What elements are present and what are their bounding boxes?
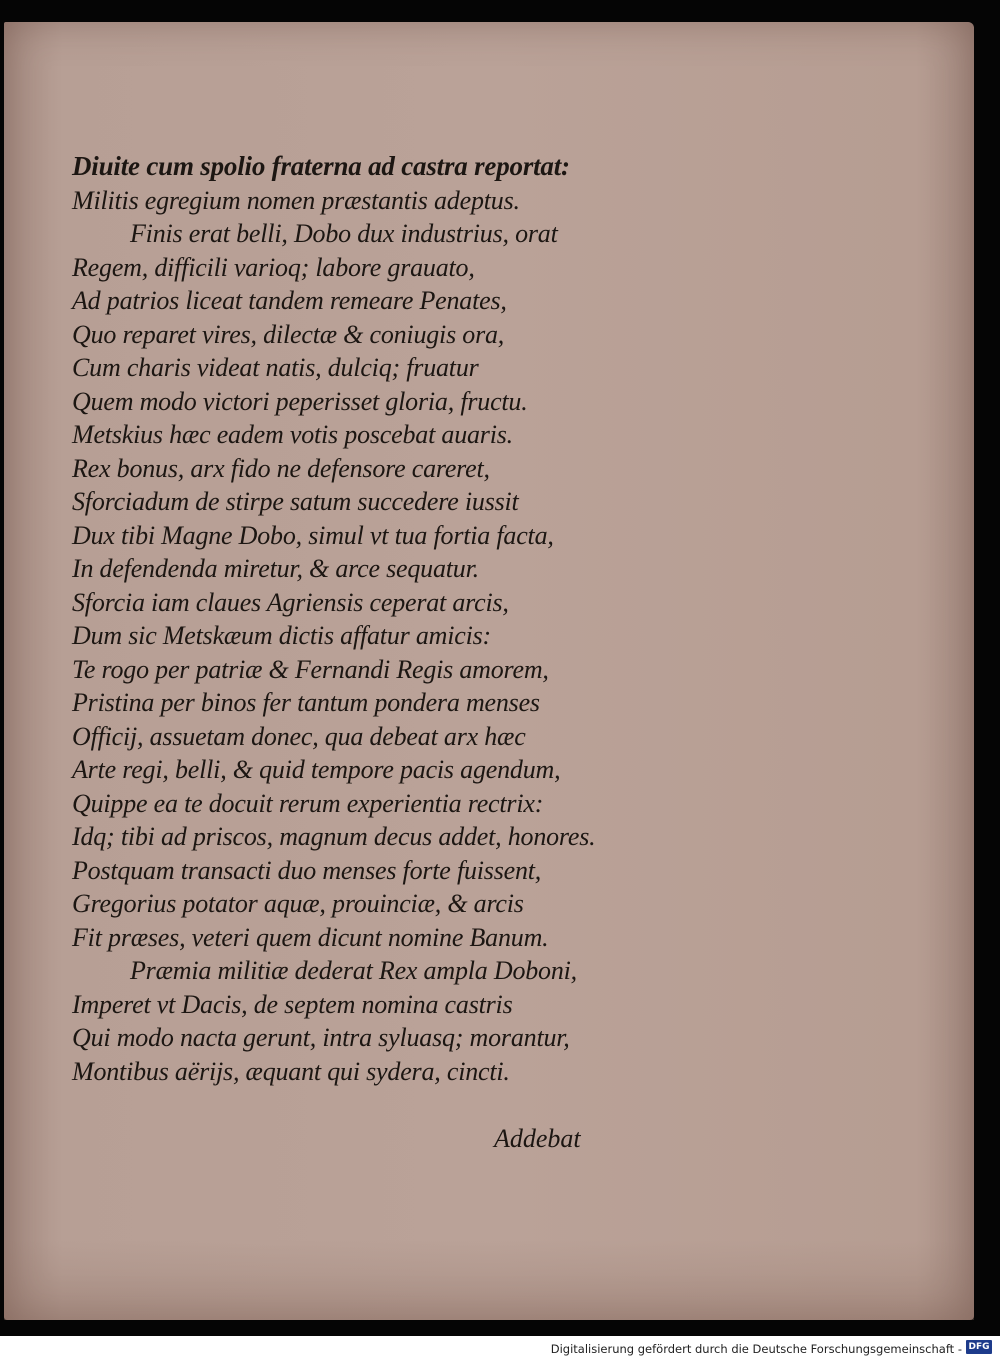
catchword: Addebat: [494, 1124, 581, 1153]
dfg-logo-icon[interactable]: DFG: [966, 1340, 992, 1354]
verse-line: Gregorius potator aquæ, prouinciæ, & arcis: [72, 889, 524, 918]
verse-line: Idq; tibi ad priscos, magnum decus addet, honores.: [72, 822, 596, 851]
verse-line: Diuite cum spolio fraterna ad castra reportat:: [72, 151, 570, 181]
verse-line: Rex bonus, arx fido ne defensore careret,: [72, 453, 490, 483]
verse-line: Postquam transacti duo menses forte fuissent,: [72, 855, 542, 885]
verse-line: Montibus aërijs, æquant qui sydera, cincti.: [72, 1056, 510, 1086]
verse-block: [72, 150, 632, 1088]
verse-line: Qui modo nacta gerunt, intra syluasq; morantur,: [72, 1023, 570, 1052]
verse-line: Quem modo victori peperisset gloria, fructu.: [72, 386, 528, 416]
verse-line: Regem, difficili varioq; labore grauato,: [72, 252, 475, 282]
verse-line: Imperet vt Dacis, de septem nomina castris: [72, 989, 513, 1019]
verse-line: Quippe ea te docuit rerum experientia rectrix:: [72, 788, 544, 818]
verse-line: Cum charis videat natis, dulciq; fruatur: [72, 353, 479, 382]
verse-line: Finis erat belli, Dobo dux industrius, orat: [130, 219, 558, 248]
verse-line: Militis egregium nomen præstantis adeptus.: [72, 185, 520, 215]
verse-line: Ad patrios liceat tandem remeare Penates,: [72, 286, 507, 315]
verse-line: Dum sic Metskæum dictis affatur amicis:: [72, 621, 491, 650]
verse-line: Arte regi, belli, & quid tempore pacis agendum,: [72, 755, 561, 784]
verse-line: Fit præses, veteri quem dicunt nomine Banum.: [72, 922, 549, 952]
verse-line: Dux tibi Magne Dobo, simul vt tua fortia facta,: [72, 520, 554, 550]
verse-line: Pristina per binos fer tantum pondera menses: [72, 688, 540, 717]
verse-line: Metskius hæc eadem votis poscebat auaris.: [72, 420, 513, 449]
verse-line: In defendenda miretur, & arce sequatur.: [72, 554, 479, 583]
funding-credit: Digitalisierung gefördert durch die Deutsche Forschungsgemeinschaft -: [550, 1342, 962, 1356]
verse-line: Præmia militiæ dederat Rex ampla Doboni,: [130, 956, 577, 985]
verse-line: Officij, assuetam donec, qua debeat arx hæc: [72, 721, 526, 751]
book-page: [4, 22, 974, 1320]
verse-line: Quo reparet vires, dilectæ & coniugis ora,: [72, 319, 505, 349]
verse-line: Sforciadum de stirpe satum succedere iussit: [72, 487, 519, 516]
verse-line: Sforcia iam claues Agriensis ceperat arcis,: [72, 587, 509, 617]
verse-line: Te rogo per patriæ & Fernandi Regis amorem,: [72, 654, 549, 684]
